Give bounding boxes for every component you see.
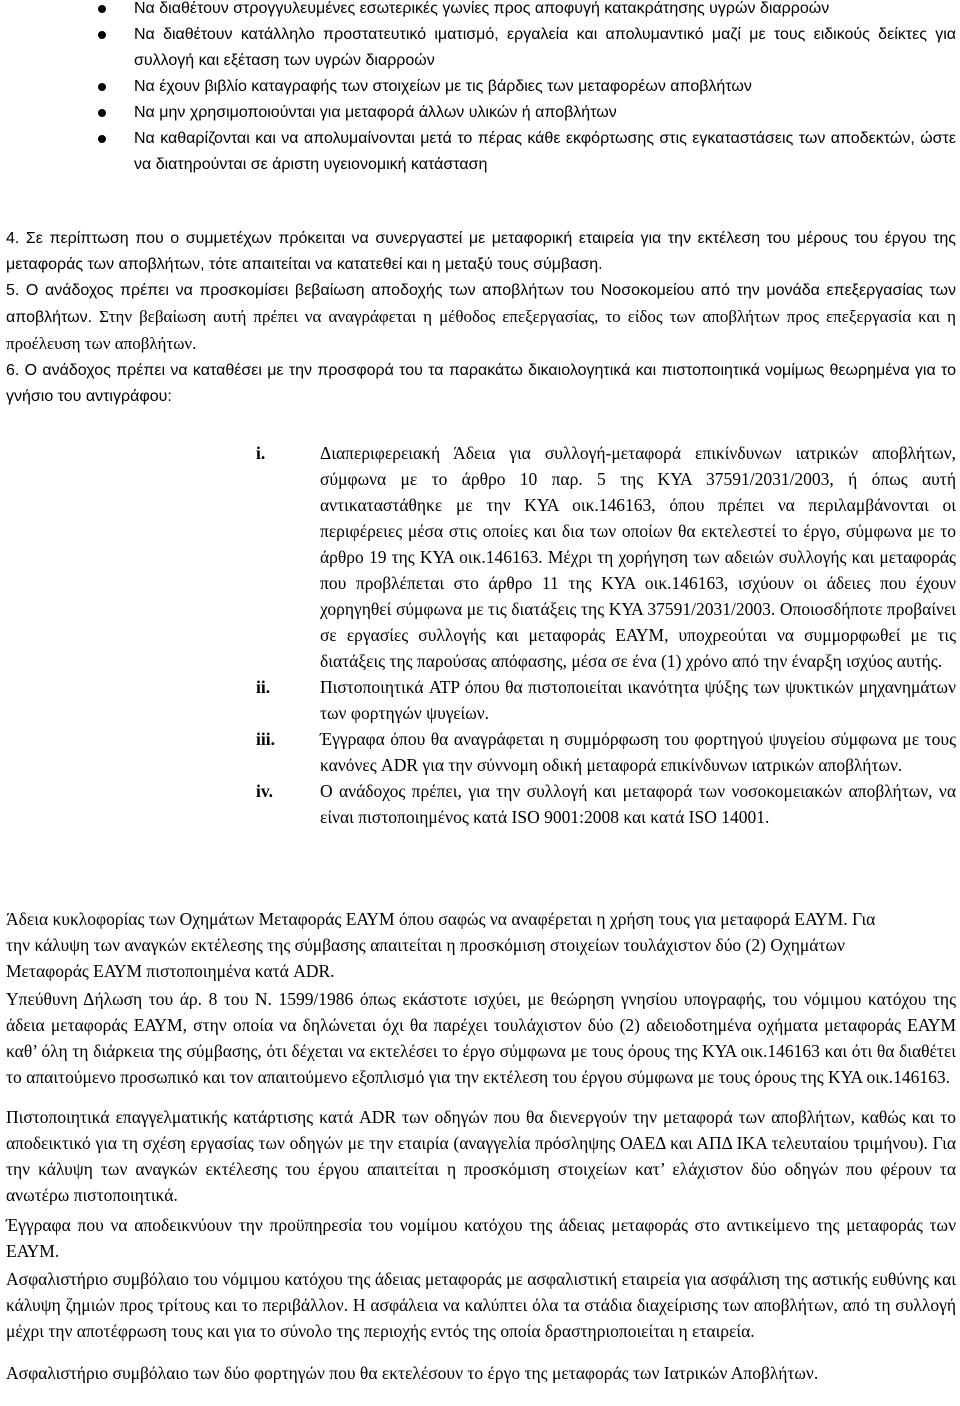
truck-insurance-paragraph: Ασφαλιστήριο συμβόλαιο των δύο φορτηγών που θα εκτελέσουν το έργο της μεταφοράς των Ιατρικών Αποβλήτων. bbox=[6, 1363, 819, 1383]
bullet-item: Να μην χρησιμοποιούνται για μεταφορά άλλων υλικών ή αποβλήτων bbox=[0, 100, 960, 126]
bullet-item: Να καθαρίζονται και να απολυμαίνονται μετά το πέρας κάθε εκφόρτωσης στις εγκαταστάσεις των αποδεκτών, ώστε να διατηρούνται σε άριστη υγειονομική κατάσταση bbox=[0, 126, 960, 178]
experience-documents-paragraph: Έγγραφα που να αποδεικνύουν την προϋπηρεσία του νομίμου κατόχου της άδειας μεταφοράς στο αντικείμενο της μεταφοράς των ΕΑΥΜ. bbox=[6, 1215, 956, 1261]
numbered-section bbox=[6, 226, 956, 410]
bullet-item: Να διαθέτουν κατάλληλο προστατευτικό ιματισμό, εργαλεία και απολυμαντικό μαζί με τους ειδικούς δείκτες για συλλογή και εξέταση των υγρών διαρροών bbox=[0, 22, 960, 74]
roman-item-iv: iv. Ο ανάδοχος πρέπει, για την συλλογή και μεταφορά των νοσοκομειακών αποβλήτων, να είναι πιστοποιημένος κατά ISO 9001:2008 και κατά ISO 14001. bbox=[256, 781, 956, 827]
numbered-item-6: 6. Ο ανάδοχος πρέπει να καταθέσει με την προσφορά του τα παρακάτω δικαιολογητικά και πιστοποιητικά νομίμως θεωρημένα για το γνήσιο του αντιγράφου: bbox=[6, 362, 956, 405]
bullet-item: Να διαθέτουν στρογγυλευμένες εσωτερικές γωνίες προς αποφυγή κατακράτησης υγρών διαρροών bbox=[0, 0, 960, 22]
bullet-dot-icon bbox=[98, 31, 106, 39]
roman-numeral-list bbox=[256, 440, 956, 830]
roman-item-iii: iii. Έγγραφα όπου θα αναγράφεται η συμμόρφωση του φορτηγού ψυγείου σύμφωνα με τους κανόνες ADR για την σύννομη οδική μεταφορά επικίνδυνων ιατρικών αποβλήτων. bbox=[256, 729, 956, 775]
bullet-dot-icon bbox=[98, 109, 106, 117]
driver-certification-paragraph: Πιστοποιητικά επαγγελματικής κατάρτισης κατά ADR των οδηγών που θα διενεργούν την μεταφορά των αποβλήτων, καθώς και το αποδεικτικό για τη σχέση εργασίας των οδηγών με την εταιρία (αναγγελία πρόσληψης ΟΑΕΔ και ΑΠΔ ΙΚΑ τελευταίου τριμήνου). Για την κάλυψη των αναγκών εκτέλεσης του έργου απαιτείται η προσκόμιση στοιχείων κατ’ ελάχιστον δύο οδηγών που φέρουν τα ανωτέρω πιστοποιητικά. bbox=[6, 1107, 956, 1205]
insurance-policy-paragraph: Ασφαλιστήριο συμβόλαιο του νόμιμου κατόχου της άδειας μεταφοράς με ασφαλιστική εταιρεία για ασφάλιση της αστικής ευθύνης και κάλυψη ζημιών προς τρίτους και το περιβάλλον. Η ασφάλεια να καλύπτει όλα τα στάδια διαχείρισης των αποβλήτων, από τη συλλογή μέχρι την αποτέφρωση τους και για το σύνολο της περιοχής εντός της οποία δραστηριοποιείται η εταιρεία. bbox=[6, 1269, 956, 1341]
bullet-item: Να έχουν βιβλίο καταγραφής των στοιχείων με τις βάρδιες των μεταφορέων αποβλήτων bbox=[0, 74, 960, 100]
numbered-item-4: 4. Σε περίπτωση που ο συμμετέχων πρόκειται να συνεργαστεί με μεταφορική εταιρεία για την εκτέλεση του μέρους του έργου της μεταφοράς των αποβλήτων, τότε απαιτείται να κατατεθεί και η μεταξύ τους σύμβαση. bbox=[6, 230, 956, 273]
requirements-bullet-list bbox=[0, 0, 960, 178]
declaration-paragraph: Υπεύθυνη Δήλωση του άρ. 8 του Ν. 1599/1986 όπως εκάστοτε ισχύει, με θεώρηση γνησίου υπογραφής, του νόμιμου κατόχου της άδεια μεταφοράς ΕΑΥΜ, στην οποία να δηλώνεται όχι θα παρέχει τουλάχιστον δύο (2) αδειοδοτημένα οχήματα μεταφοράς ΕΑΥΜ καθ’ όλη τη διάρκεια της σύμβασης, ότι δέχεται να εκτελέσει το έργο σύμφωνα με τους όρους της ΚΥΑ οικ.146163 και ότι θα διαθέτει το απαιτούμενο προσωπικό και τον απαιτούμενο εξοπλισμό για την εκτέλεση του έργου σύμφωνα με τους όρους της ΚΥΑ οικ.146163. bbox=[6, 989, 956, 1087]
bullet-dot-icon bbox=[98, 83, 106, 91]
bullet-dot-icon bbox=[98, 5, 106, 13]
roman-item-i: i. Διαπεριφερειακή Άδεια για συλλογή-μεταφορά επικίνδυνων ιατρικών αποβλήτων, σύμφωνα με το άρθρο 10 παρ. 5 της ΚΥΑ 37591/2031/2003, ή όπως αυτή αντικαταστάθηκε με την ΚΥΑ οικ.146163, όπου πρέπει να περιλαμβάνονται οι περιφέρειες μέσα στις οποίες και δια των οποίων θα εκτελεστεί το έργο, σύμφωνα με το άρθρο 19 της ΚΥΑ οικ.146163. Μέχρι τη χορήγηση των αδειών συλλογής και μεταφοράς που προβλέπεται στο άρθρο 11 της ΚΥΑ οικ.146163, ισχύουν οι άδειες που έχουν χορηγηθεί σύμφωνα με τις διατάξεις της ΚΥΑ 37591/2031/2003. Οποιοσδήποτε προβαίνει σε εργασίες συλλογής και μεταφοράς ΕΑΥΜ, υποχρεούται να συμμορφωθεί με τις διατάξεις της παρούσας απόφασης, μέσα σε ένα (1) χρόνο από την έναρξη ισχύος αυτής. bbox=[256, 443, 956, 671]
vehicle-license-paragraph: Άδεια κυκλοφορίας των Οχημάτων Μεταφοράς ΕΑΥΜ όπου σαφώς να αναφέρεται η χρήση τους για μεταφορά ΕΑΥΜ. Για την κάλυψη των αναγκών εκτέλεσης της σύμβασης απαιτείται η προσκόμιση στοιχείων τουλάχιστον δύο (2) Οχημάτων Μεταφοράς ΕΑΥΜ πιστοποιημένα κατά ADR. bbox=[6, 909, 876, 981]
bullet-dot-icon bbox=[98, 135, 106, 143]
roman-item-ii: ii. Πιστοποιητικά ATP όπου θα πιστοποιείται ικανότητα ψύξης των ψυκτικών μηχανημάτων των φορτηγών ψυγείων. bbox=[256, 677, 956, 723]
numbered-item-5: 5. Ο ανάδοχος πρέπει να προσκομίσει βεβαίωση αποδοχής των αποβλήτων του Νοσοκομείου από την μονάδα επεξεργασίας των αποβλήτων. Στην βεβαίωση αυτή πρέπει να αναγράφεται η μέθοδος επεξεργασίας, το είδος των αποβλήτων προς επεξεργασία και η προέλευση των αποβλήτων. bbox=[6, 282, 956, 353]
